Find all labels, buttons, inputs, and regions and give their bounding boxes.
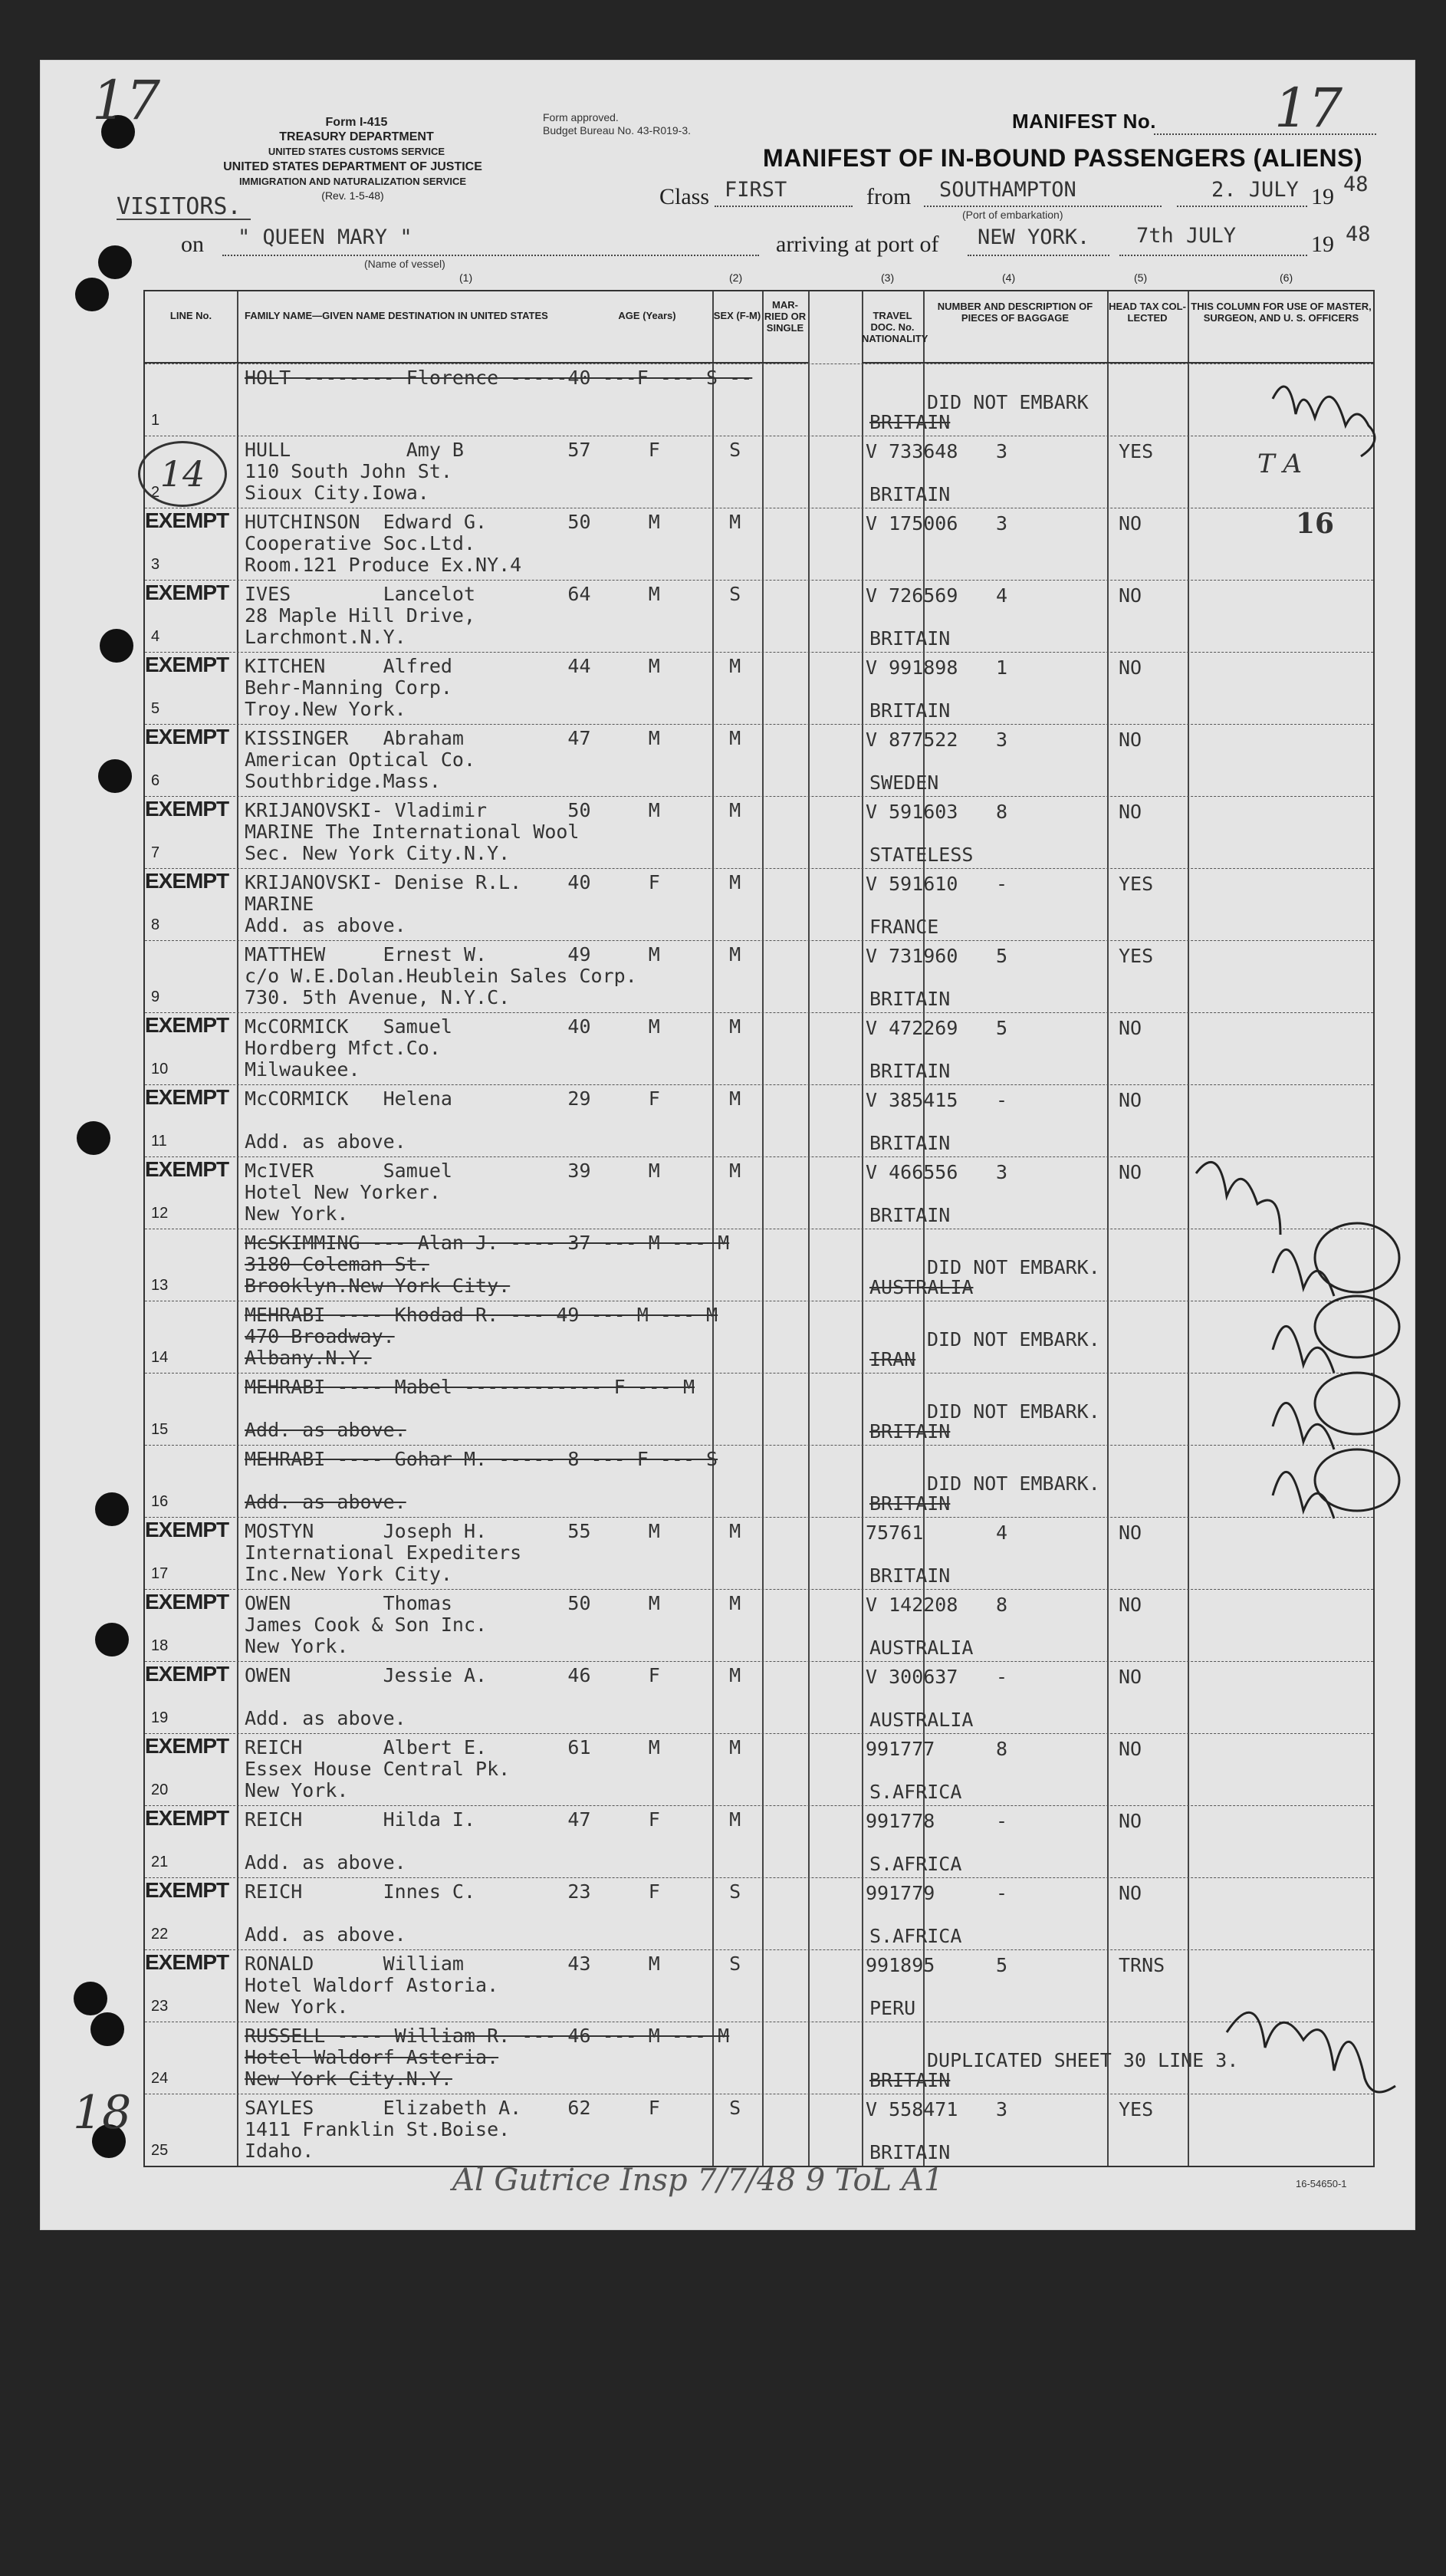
manifest-no-label: MANIFEST No.	[1012, 110, 1156, 133]
passenger-destination-line: Sioux City.Iowa.	[245, 482, 429, 504]
nationality: BRITAIN	[869, 1060, 951, 1082]
arrival-date: 7th JULY	[1136, 224, 1237, 248]
passenger-name-line: KITCHEN Alfred 44 M M	[245, 655, 741, 677]
embark-note: DUPLICATED SHEET 30 LINE 3.	[927, 2049, 1239, 2071]
travel-doc-number: 991778	[866, 1810, 935, 1832]
passenger-destination-line: Albany.N.Y.	[245, 1347, 372, 1369]
row-line-number: 18	[151, 1637, 169, 1654]
passenger-destination-line: Add. as above.	[245, 1491, 406, 1513]
head-tax: NO	[1119, 1089, 1142, 1111]
officer-mark: EXEMPT	[145, 1590, 229, 1614]
nationality: BRITAIN	[869, 1564, 951, 1587]
nationality: AUSTRALIA	[869, 1276, 974, 1298]
row-line-number: 16	[151, 1493, 169, 1510]
officer-mark: EXEMPT	[145, 725, 229, 748]
travel-doc-number: V 991898	[866, 656, 958, 679]
row-line-number: 13	[151, 1277, 169, 1294]
head-tax: NO	[1119, 656, 1142, 679]
row-line-number: 14	[151, 1349, 169, 1366]
travel-doc-number: V 591610	[866, 873, 958, 895]
passenger-name-line: SAYLES Elizabeth A. 62 F S	[245, 2097, 741, 2119]
arriving-label: arriving at port of	[776, 232, 939, 257]
head-tax: NO	[1119, 512, 1142, 535]
passenger-destination-line: New York.	[245, 1779, 349, 1801]
handwritten-manifest-number: 17	[1274, 77, 1343, 140]
officer-mark: EXEMPT	[145, 1085, 229, 1109]
embark-note: DID NOT EMBARK.	[927, 1328, 1100, 1351]
passenger-destination-line: Add. as above.	[245, 1419, 406, 1441]
passenger-address-line: MARINE	[245, 893, 314, 915]
passenger-address-line: Hordberg Mfct.Co.	[245, 1037, 441, 1059]
travel-doc-number: 991779	[866, 1882, 935, 1904]
nationality: PERU	[869, 1997, 916, 2019]
head-tax: NO	[1119, 584, 1142, 607]
travel-doc-number: 75761	[866, 1522, 924, 1544]
officer-mark: EXEMPT	[145, 1878, 229, 1902]
row-line-number: 19	[151, 1709, 169, 1726]
passenger-name-line: KRIJANOVSKI- Vladimir 50 M M	[245, 799, 741, 821]
head-tax: NO	[1119, 1017, 1142, 1039]
head-tax: NO	[1119, 1594, 1142, 1616]
baggage-count: 5	[996, 1954, 1008, 1976]
passenger-name-line: MEHRABI ---- Mabel ------------ F --- M	[245, 1376, 695, 1398]
passenger-destination-line: 730. 5th Avenue, N.Y.C.	[245, 986, 511, 1008]
passenger-destination-line: Troy.New York.	[245, 698, 406, 720]
baggage-count: -	[996, 1882, 1008, 1904]
passenger-name-line: RONALD William 43 M S	[245, 1953, 741, 1975]
officer-mark: EXEMPT	[145, 581, 229, 604]
passenger-destination-line: Larchmont.N.Y.	[245, 626, 406, 648]
row-line-number: 2	[151, 484, 160, 501]
form-approval: Form approved. Budget Bureau No. 43-R019-3.	[543, 111, 692, 137]
baggage-count: -	[996, 1666, 1008, 1688]
officer-mark: EXEMPT	[145, 1950, 229, 1974]
travel-doc-number: V 558471	[866, 2098, 958, 2120]
baggage-count: -	[996, 1810, 1008, 1832]
passenger-name-line: McCORMICK Helena 29 F M	[245, 1087, 741, 1110]
class-label: Class	[659, 184, 710, 209]
col-header-married: MAR-RIED OR SINGLE	[762, 291, 808, 364]
head-tax: YES	[1119, 873, 1154, 895]
nationality: S.AFRICA	[869, 1925, 962, 1947]
scribble-mark	[1315, 1296, 1399, 1357]
head-tax: NO	[1119, 1161, 1142, 1183]
port-embarkation-note: (Port of embarkation)	[962, 209, 1063, 221]
col-num: (2)	[729, 271, 743, 284]
nationality: BRITAIN	[869, 2069, 951, 2091]
baggage-count: 4	[996, 584, 1008, 607]
passenger-address-line: Behr-Manning Corp.	[245, 676, 452, 699]
passenger-destination-line: Room.121 Produce Ex.NY.4	[245, 554, 522, 576]
row-line-number: 4	[151, 628, 160, 645]
passenger-address-line: Hotel New Yorker.	[245, 1181, 441, 1203]
embark-year: 48	[1343, 173, 1369, 196]
passenger-destination-line: New York City.N.Y.	[245, 2068, 452, 2090]
head-tax: TRNS	[1119, 1954, 1165, 1976]
travel-doc-number: V 472269	[866, 1017, 958, 1039]
passenger-address-line: James Cook & Son Inc.	[245, 1614, 488, 1636]
passenger-destination-line: New York.	[245, 1995, 349, 2018]
passenger-name-line: MOSTYN Joseph H. 55 M M	[245, 1520, 741, 1542]
head-tax: NO	[1119, 1738, 1142, 1760]
passenger-destination-line: Add. as above.	[245, 1923, 406, 1946]
travel-doc-number: V 300637	[866, 1666, 958, 1688]
passenger-destination-line: Idaho.	[245, 2140, 314, 2162]
travel-doc-number: V 877522	[866, 729, 958, 751]
vessel-note: (Name of vessel)	[364, 258, 445, 270]
nationality: AUSTRALIA	[869, 1709, 974, 1731]
baggage-count: 5	[996, 1017, 1008, 1039]
head-tax: YES	[1119, 945, 1154, 967]
col-header-age: AGE (Years)	[582, 291, 712, 364]
passenger-destination-line: Add. as above.	[245, 1707, 406, 1729]
travel-doc-number: V 726569	[866, 584, 958, 607]
passenger-name-line: OWEN Jessie A. 46 F M	[245, 1664, 741, 1686]
row-line-number: 8	[151, 916, 160, 933]
passenger-address-line: Hotel Waldorf Astoria.	[245, 1974, 499, 1996]
baggage-count: 3	[996, 1161, 1008, 1183]
head-tax: YES	[1119, 2098, 1154, 2120]
baggage-count: 8	[996, 1738, 1008, 1760]
embark-note: DID NOT EMBARK	[927, 391, 1089, 413]
officer-mark: EXEMPT	[145, 653, 229, 676]
officer-mark: EXEMPT	[145, 1806, 229, 1830]
col-num: (4)	[1002, 271, 1016, 284]
passenger-address-line: 110 South John St.	[245, 460, 452, 482]
passenger-address-line: Hotel Waldorf Asteria.	[245, 2046, 499, 2068]
officer-mark: EXEMPT	[145, 508, 229, 532]
baggage-count: 8	[996, 801, 1008, 823]
row-line-number: 10	[151, 1061, 169, 1077]
row-line-number: 5	[151, 700, 160, 717]
officer-mark: EXEMPT	[145, 1157, 229, 1181]
baggage-count: -	[996, 1089, 1008, 1111]
passenger-address-line: Essex House Central Pk.	[245, 1758, 511, 1780]
col-num: (5)	[1134, 271, 1148, 284]
baggage-count: 1	[996, 656, 1008, 679]
passenger-address-line: c/o W.E.Dolan.Heublein Sales Corp.	[245, 965, 637, 987]
footer-code: 16-54650-1	[1296, 2178, 1347, 2189]
head-tax: NO	[1119, 1666, 1142, 1688]
inspector-signature: Al Gutrice Insp 7/7/48 9 ToL A1	[452, 2163, 944, 2198]
doj-header: UNITED STATES DEPARTMENT OF JUSTICE IMMIGRATION AND NATURALIZATION SERVICE (Rev. 1-5-48)	[223, 160, 482, 202]
passenger-name-line: OWEN Thomas 50 M M	[245, 1592, 741, 1614]
travel-doc-number: 991777	[866, 1738, 935, 1760]
head-tax: NO	[1119, 801, 1142, 823]
passenger-name-line: McSKIMMING --- Alan J. ---- 37 --- M --- M	[245, 1232, 730, 1254]
passenger-name-line: REICH Innes C. 23 F S	[245, 1880, 741, 1903]
handwritten-row-number: 16	[1296, 508, 1335, 540]
row-line-number: 20	[151, 1781, 169, 1798]
passenger-name-line: McCORMICK Samuel 40 M M	[245, 1015, 741, 1038]
passenger-name-line: HUTCHINSON Edward G. 50 M M	[245, 511, 741, 533]
passenger-destination-line: Milwaukee.	[245, 1058, 360, 1081]
officer-mark: EXEMPT	[145, 797, 229, 821]
col-num: (1)	[459, 271, 473, 284]
row-line-number: 7	[151, 844, 160, 861]
passenger-name-line: HOLT -------- Florence -----40 ---F --- S --	[245, 367, 753, 389]
officer-mark: EXEMPT	[145, 869, 229, 893]
passenger-name-line: MEHRABI ---- Gohar M. ----- 8 --- F --- S	[245, 1448, 718, 1470]
passenger-name-line: IVES Lancelot 64 M S	[245, 583, 741, 605]
col-header-sex: SEX (F-M)	[712, 291, 762, 364]
passenger-destination-line: Add. as above.	[245, 1851, 406, 1874]
nationality: FRANCE	[869, 916, 939, 938]
passenger-name-line: MEHRABI ---- Khodad R. --- 49 --- M --- M	[245, 1304, 718, 1326]
passenger-address-line: Cooperative Soc.Ltd.	[245, 532, 476, 554]
col-num: (3)	[881, 271, 895, 284]
nationality: S.AFRICA	[869, 1781, 962, 1803]
travel-doc-number: V 591603	[866, 801, 958, 823]
nationality: STATELESS	[869, 844, 974, 866]
row-line-number: 11	[151, 1133, 167, 1150]
baggage-count: 4	[996, 1522, 1008, 1544]
officer-mark: EXEMPT	[145, 1662, 229, 1686]
nationality: BRITAIN	[869, 2141, 951, 2163]
scribble-mark	[1227, 2012, 1395, 2092]
year-label-2: 19	[1311, 232, 1334, 257]
passenger-destination-line: Southbridge.Mass.	[245, 770, 441, 792]
passenger-name-line: REICH Albert E. 61 M M	[245, 1736, 741, 1758]
arrival-year: 48	[1346, 222, 1371, 246]
officer-mark: EXEMPT	[145, 1734, 229, 1758]
passenger-address-line: 470 Broadway.	[245, 1325, 395, 1347]
officer-mark: EXEMPT	[145, 1013, 229, 1037]
head-tax: NO	[1119, 1810, 1142, 1832]
passenger-name-line: McIVER Samuel 39 M M	[245, 1160, 741, 1182]
passenger-address-line: International Expediters	[245, 1541, 522, 1564]
row-line-number: 22	[151, 1926, 169, 1943]
handwritten-ta-note: T A	[1257, 449, 1303, 479]
nationality: BRITAIN	[869, 1132, 951, 1154]
form-header: Form I-415 TREASURY DEPARTMENT UNITED STATES CUSTOMS SERVICE	[268, 116, 445, 157]
passenger-address-line: 1411 Franklin St.Boise.	[245, 2118, 511, 2140]
head-tax: NO	[1119, 1522, 1142, 1544]
embark-note: DID NOT EMBARK.	[927, 1472, 1100, 1495]
nationality: BRITAIN	[869, 1420, 951, 1443]
row-line-number: 23	[151, 1998, 169, 2015]
col-header-name: FAMILY NAME—GIVEN NAME DESTINATION IN UNITED STATES	[237, 291, 582, 364]
travel-doc-number: V 466556	[866, 1161, 958, 1183]
travel-doc-number: 991895	[866, 1954, 935, 1976]
col-header-travel: TRAVEL DOC. No. NATIONALITY	[862, 291, 923, 364]
col-header-baggage: NUMBER AND DESCRIPTION OF PIECES OF BAGGAGE	[923, 291, 1107, 364]
row-line-number: 21	[151, 1854, 169, 1870]
nationality: BRITAIN	[869, 627, 951, 650]
col-header-line: LINE No.	[145, 291, 237, 364]
head-tax: YES	[1119, 440, 1154, 462]
nationality: BRITAIN	[869, 1492, 951, 1515]
travel-doc-number: V 385415	[866, 1089, 958, 1111]
scribble-mark	[1273, 387, 1375, 456]
travel-doc-number: V 175006	[866, 512, 958, 535]
visitors-label: VISITORS.	[117, 193, 242, 220]
baggage-count: 3	[996, 512, 1008, 535]
passenger-name-line: KRIJANOVSKI- Denise R.L. 40 F M	[245, 871, 741, 893]
passenger-name-line: HULL Amy B 57 F S	[245, 439, 741, 461]
passenger-destination-line: Sec. New York City.N.Y.	[245, 842, 511, 864]
baggage-count: 3	[996, 2098, 1008, 2120]
vessel-name: " QUEEN MARY "	[238, 225, 412, 249]
baggage-count: 3	[996, 440, 1008, 462]
passenger-destination-line: Add. as above.	[245, 914, 406, 936]
scribble-mark	[1315, 1373, 1399, 1434]
passenger-address-line: MARINE The International Wool	[245, 821, 580, 843]
row-line-number: 25	[151, 2142, 169, 2159]
handwritten-margin-number: 18	[73, 2086, 132, 2140]
nationality: BRITAIN	[869, 699, 951, 722]
baggage-count: 8	[996, 1594, 1008, 1616]
passenger-destination-line: New York.	[245, 1202, 349, 1225]
passenger-destination-line: Inc.New York City.	[245, 1563, 452, 1585]
row-line-number: 24	[151, 2070, 169, 2087]
row-line-number: 15	[151, 1421, 169, 1438]
nationality: BRITAIN	[869, 988, 951, 1010]
nationality: BRITAIN	[869, 483, 951, 505]
handwritten-circle-number: 14	[138, 441, 227, 507]
passenger-name-line: RUSSELL ---- William R. --- 46 --- M --- M	[245, 2025, 730, 2047]
year-label: 19	[1311, 184, 1334, 209]
row-line-number: 1	[151, 412, 160, 429]
embark-date: 2. JULY	[1211, 178, 1299, 202]
embark-note: DID NOT EMBARK.	[927, 1400, 1100, 1423]
row-line-number: 6	[151, 772, 160, 789]
row-line-number: 9	[151, 989, 160, 1005]
travel-doc-number: V 733648	[866, 440, 958, 462]
embark-note: DID NOT EMBARK.	[927, 1256, 1100, 1278]
on-label: on	[181, 232, 204, 257]
page-title: MANIFEST OF IN-BOUND PASSENGERS (ALIENS)	[763, 144, 1363, 172]
nationality: S.AFRICA	[869, 1853, 962, 1875]
passenger-destination-line: Add. as above.	[245, 1130, 406, 1153]
passenger-address-line: 28 Maple Hill Drive,	[245, 604, 476, 627]
row-line-number: 17	[151, 1565, 169, 1582]
handwritten-page-number: 17	[92, 69, 161, 132]
nationality: SWEDEN	[869, 771, 939, 794]
baggage-count: 5	[996, 945, 1008, 967]
nationality: AUSTRALIA	[869, 1637, 974, 1659]
class-value: FIRST	[725, 178, 787, 202]
col-header-tax: HEAD TAX COL-LECTED	[1107, 291, 1188, 364]
nationality: BRITAIN	[869, 1204, 951, 1226]
col-num: (6)	[1280, 271, 1293, 284]
baggage-count: 3	[996, 729, 1008, 751]
from-port: SOUTHAMPTON	[939, 178, 1076, 202]
scribble-mark	[1196, 1162, 1280, 1235]
travel-doc-number: V 142208	[866, 1594, 958, 1616]
col-header-officers: THIS COLUMN FOR USE OF MASTER, SURGEON, AND U. S. OFFICERS	[1188, 291, 1375, 364]
officer-mark: EXEMPT	[145, 1518, 229, 1541]
travel-doc-number: V 731960	[866, 945, 958, 967]
row-line-number: 3	[151, 556, 160, 573]
head-tax: NO	[1119, 729, 1142, 751]
from-label: from	[866, 184, 912, 209]
passenger-destination-line: Brooklyn.New York City.	[245, 1275, 511, 1297]
passenger-destination-line: New York.	[245, 1635, 349, 1657]
passenger-name-line: MATTHEW Ernest W. 49 M M	[245, 943, 741, 966]
nationality: IRAN	[869, 1348, 916, 1370]
passenger-name-line: REICH Hilda I. 47 F M	[245, 1808, 741, 1831]
passenger-name-line: KISSINGER Abraham 47 M M	[245, 727, 741, 749]
nationality: BRITAIN	[869, 411, 951, 433]
row-line-number: 12	[151, 1205, 169, 1222]
passenger-address-line: American Optical Co.	[245, 748, 476, 771]
passenger-address-line: 3180 Coleman St.	[245, 1253, 429, 1275]
baggage-count: -	[996, 873, 1008, 895]
arrival-port: NEW YORK.	[978, 225, 1090, 249]
head-tax: NO	[1119, 1882, 1142, 1904]
